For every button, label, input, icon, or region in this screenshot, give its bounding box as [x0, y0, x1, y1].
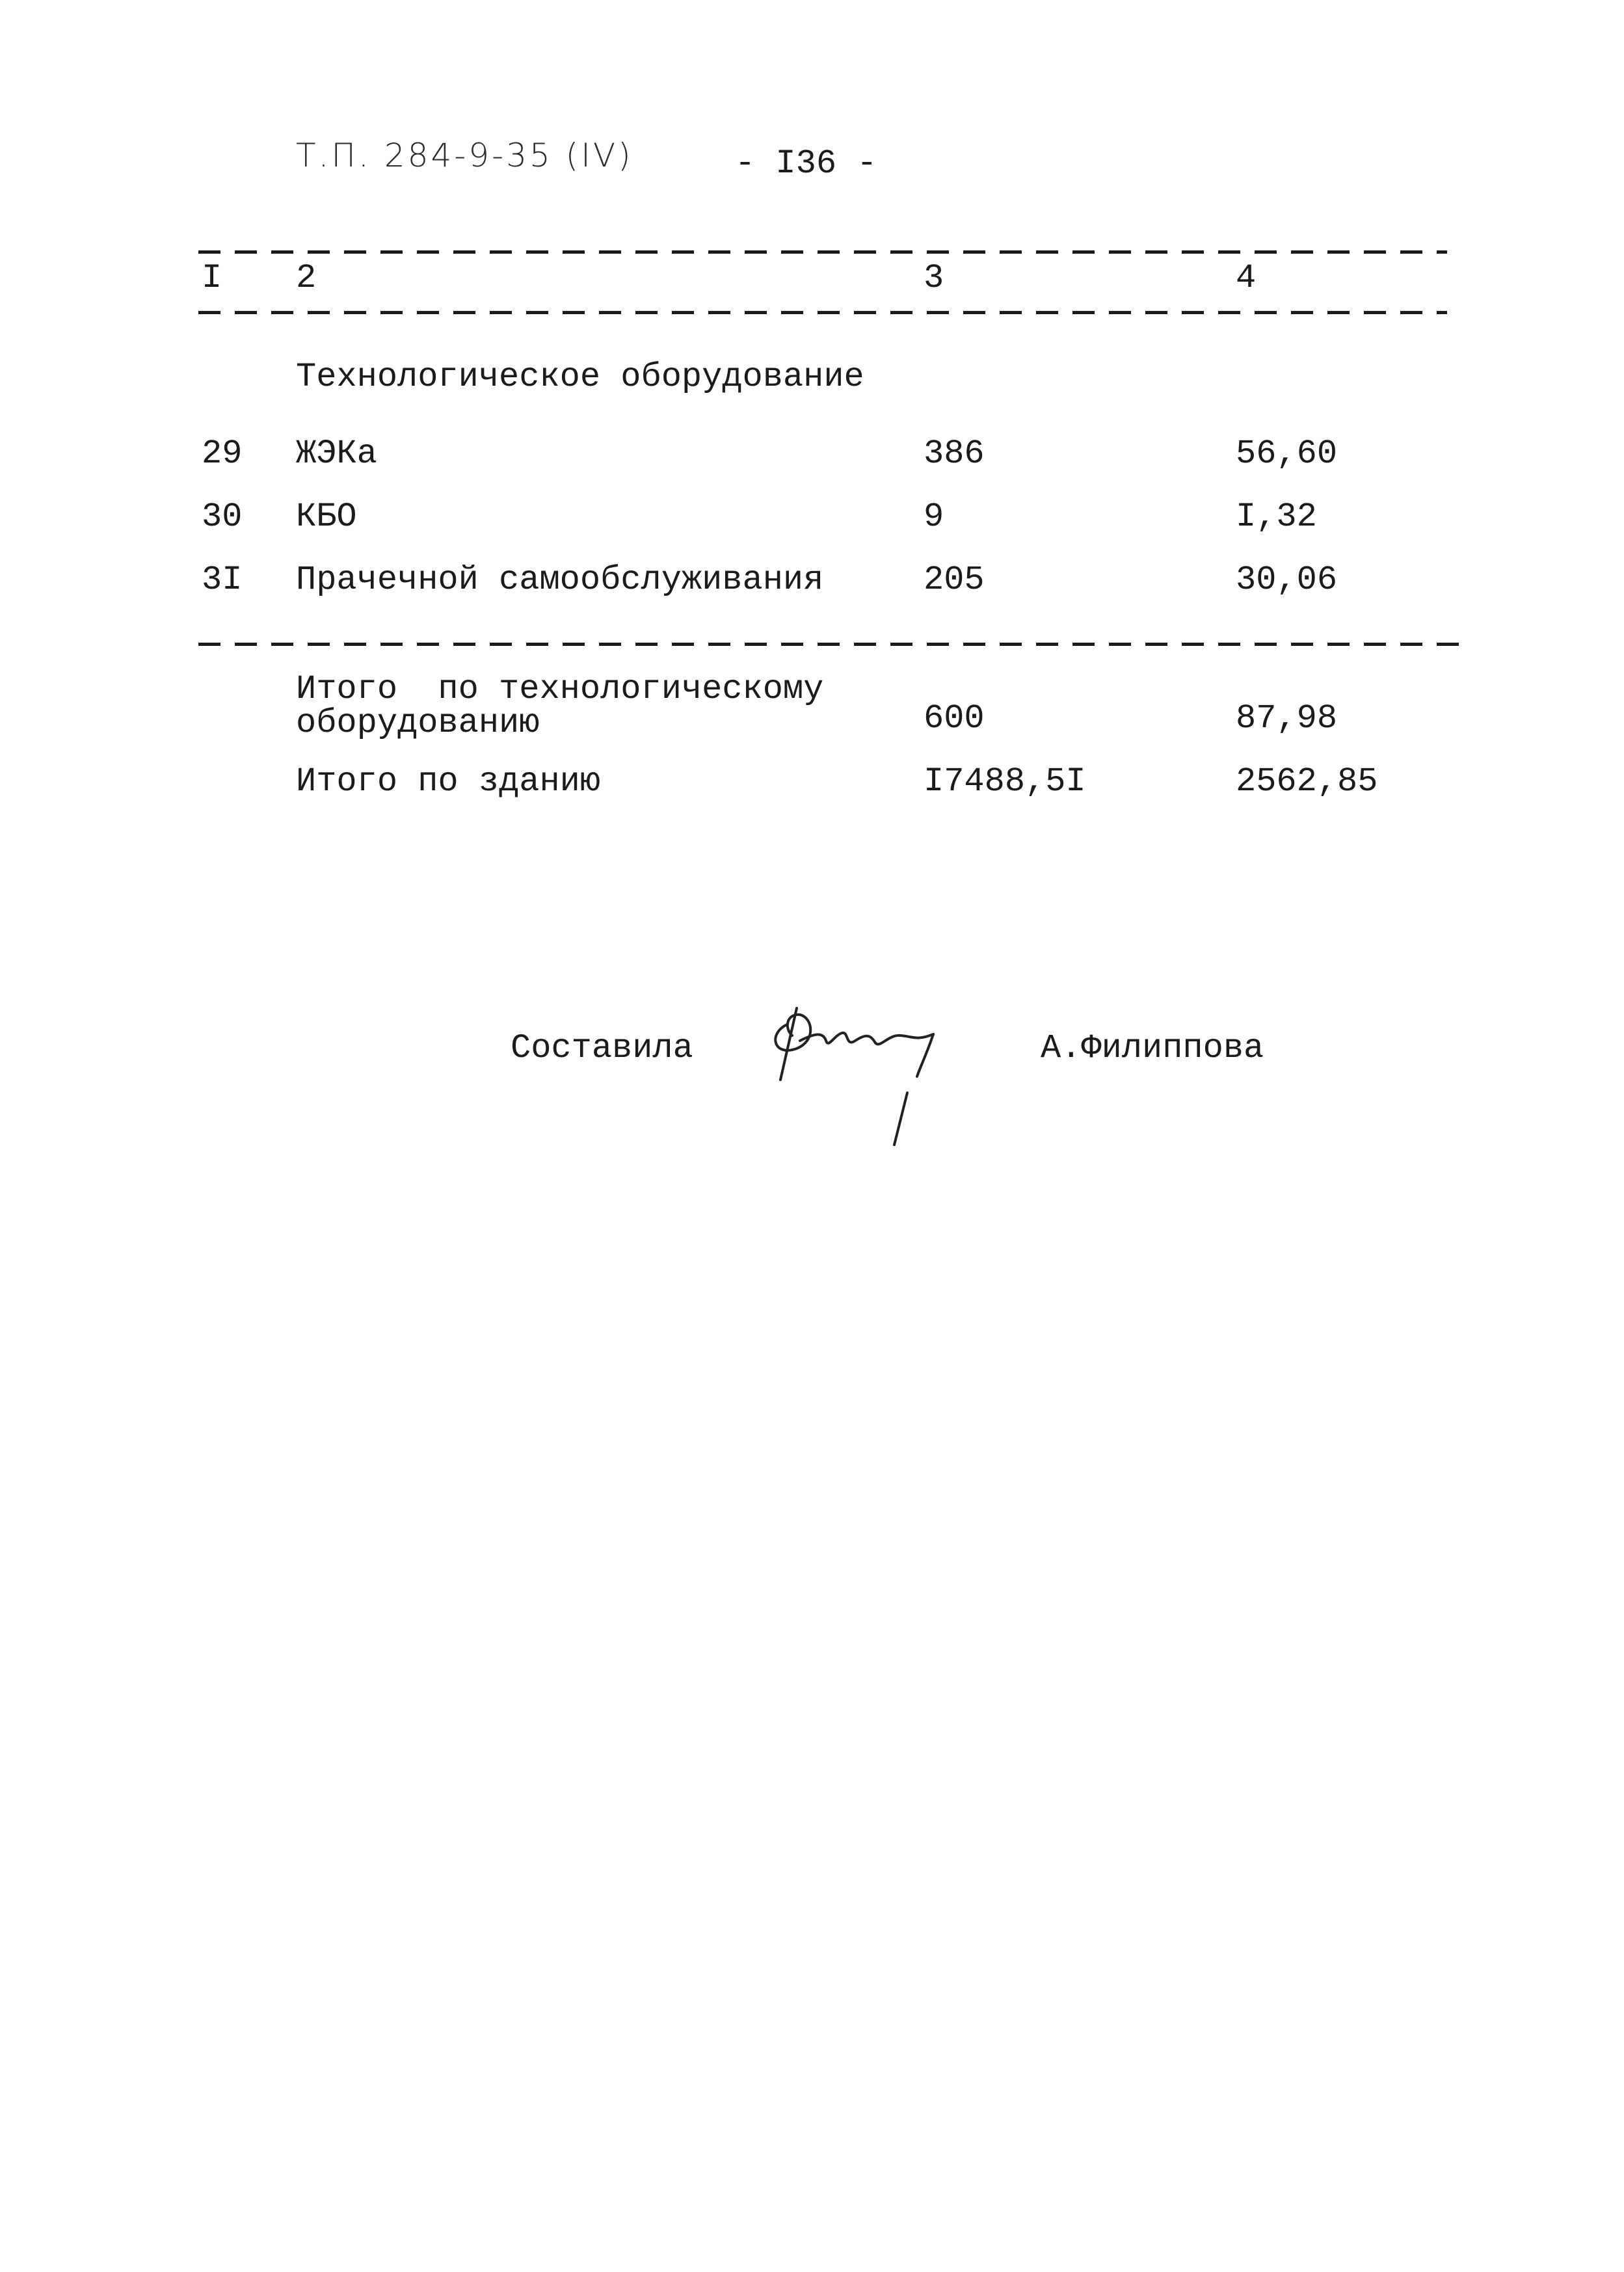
row-number: 29: [202, 434, 243, 473]
column-header-2: 2: [296, 259, 317, 297]
document-code: Т.П. 284-9-35 (IV): [296, 137, 633, 174]
author-name: А.Филиппова: [1041, 1029, 1264, 1067]
total-building-label: Итого по зданию: [296, 762, 601, 801]
row-name: Прачечной самообслуживания: [296, 561, 824, 599]
column-header-4: 4: [1236, 259, 1257, 297]
total-tech-col3: 600: [924, 699, 985, 738]
column-header-1: I: [202, 259, 222, 297]
row-name: ЖЭКа: [296, 434, 377, 473]
column-header-3: 3: [924, 259, 944, 297]
section-title: Технологическое оборудование: [296, 358, 864, 396]
row-value-col3: 205: [924, 561, 985, 599]
signature: [761, 995, 969, 1151]
row-value-col4: I,32: [1236, 498, 1317, 536]
row-name: КБО: [296, 498, 357, 536]
row-value-col4: 30,06: [1236, 561, 1338, 599]
table-top-rule: [198, 250, 1447, 254]
total-tech-label-line1: Итого по технологическому: [296, 670, 824, 708]
total-building-col4: 2562,85: [1236, 762, 1378, 801]
table-header-rule: [198, 311, 1447, 314]
row-number: 3I: [202, 561, 243, 599]
row-value-col3: 9: [924, 498, 944, 536]
total-tech-col4: 87,98: [1236, 699, 1338, 738]
compiled-by-label: Составила: [511, 1029, 693, 1067]
total-building-col3: I7488,5I: [924, 762, 1086, 801]
page-number: - I36 -: [735, 144, 877, 183]
row-value-col4: 56,60: [1236, 434, 1338, 473]
row-number: 30: [202, 498, 243, 536]
total-tech-label-line2: оборудованию: [296, 704, 540, 742]
row-value-col3: 386: [924, 434, 985, 473]
totals-rule: [198, 643, 1467, 646]
